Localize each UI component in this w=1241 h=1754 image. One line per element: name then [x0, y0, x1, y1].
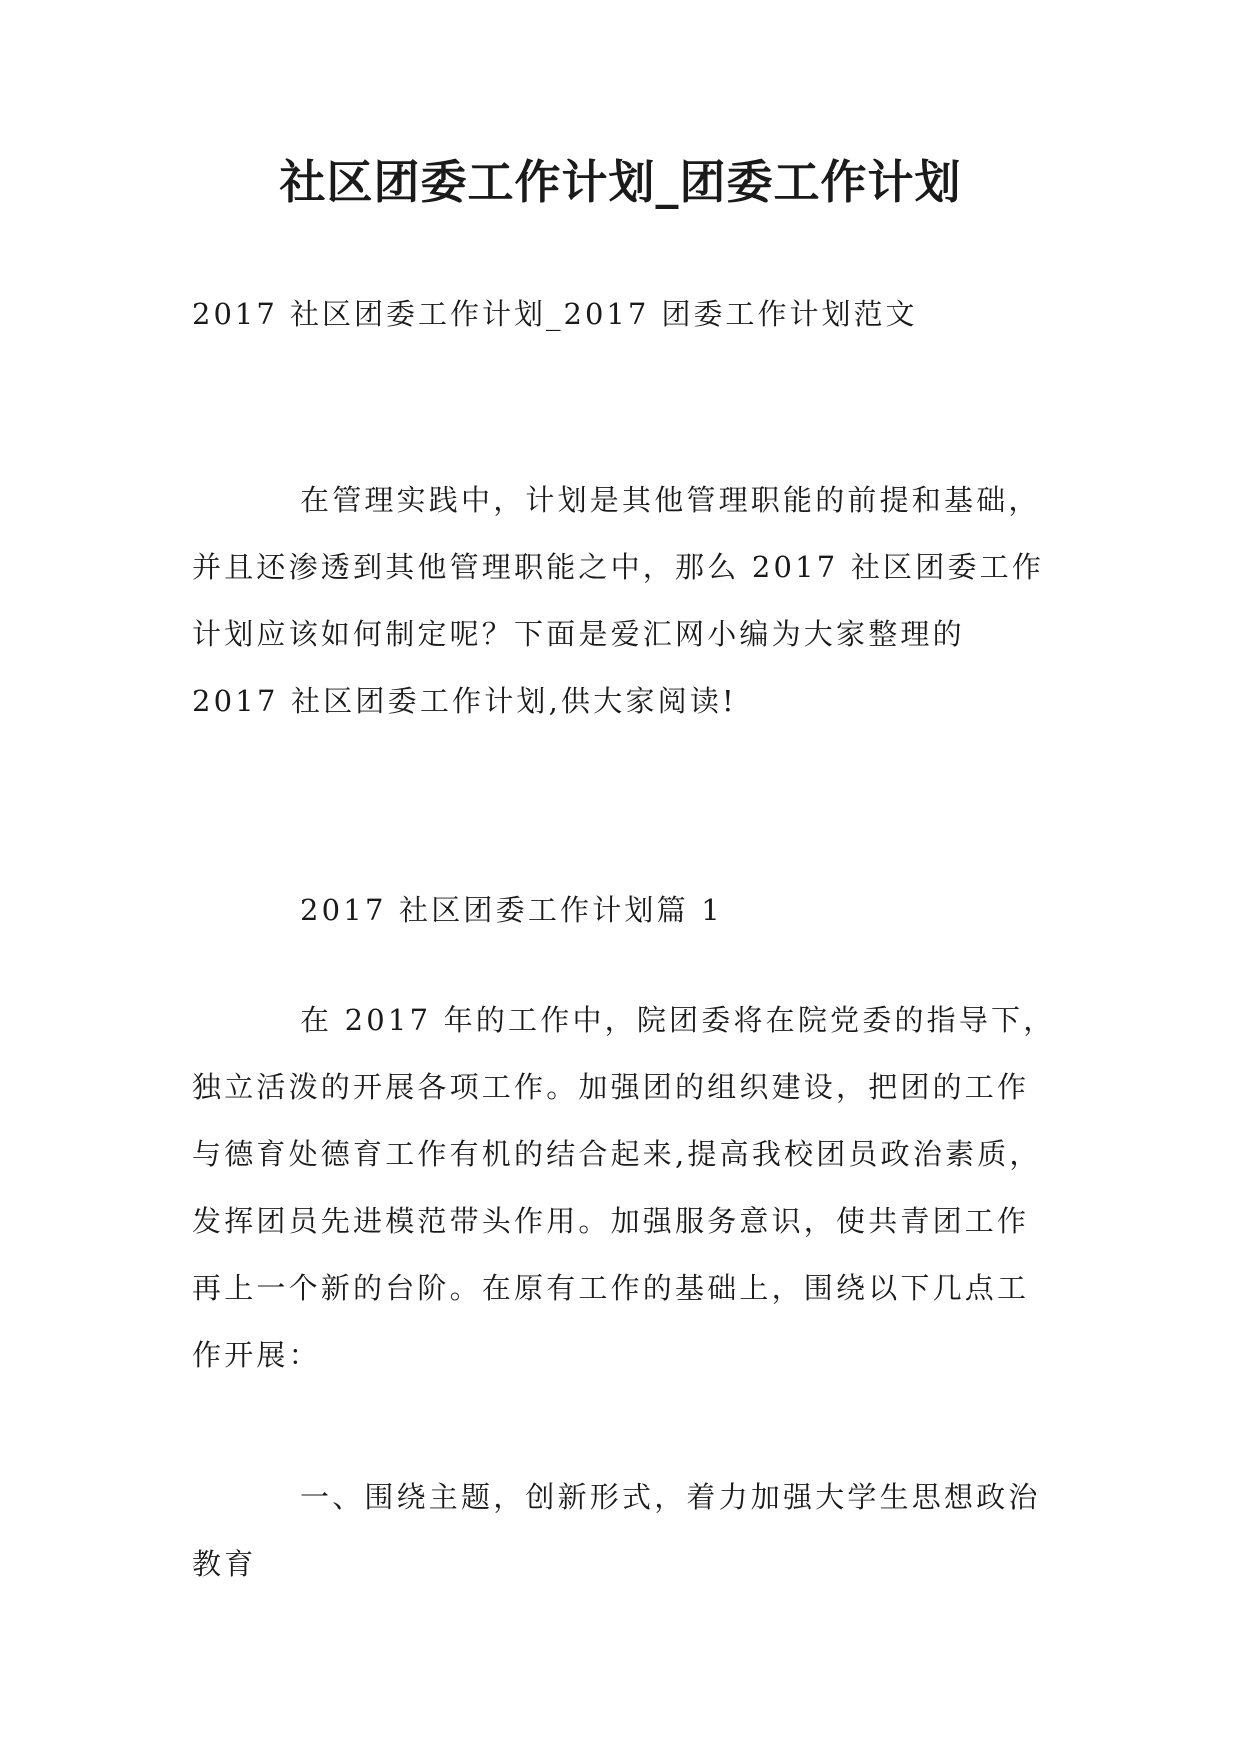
- intro-line: 2017 社区团委工作计划,供大家阅读!: [192, 684, 737, 718]
- intro-paragraph: [192, 467, 1072, 735]
- item-line: 一、围绕主题，创新形式，着力加强大学生思想政治: [300, 1480, 1041, 1514]
- section-heading: [192, 877, 1072, 944]
- intro-line: 并且还渗透到其他管理职能之中，那么 2017 社区团委工作: [192, 550, 1045, 584]
- item-line: 教育: [192, 1547, 257, 1581]
- body-line: 在 2017 年的工作中，院团委将在院党委的指导下，: [300, 1003, 1056, 1037]
- document-title: 社区团委工作计划_团委工作计划: [279, 155, 962, 209]
- intro-line: 计划应该如何制定呢？下面是爱汇网小编为大家整理的: [192, 617, 965, 651]
- section-heading-text: 2017 社区团委工作计划篇 1: [300, 893, 723, 927]
- body-line: 独立活泼的开展各项工作。加强团的组织建设，把团的工作: [192, 1070, 1030, 1104]
- document-subtitle: 2017 社区团委工作计划_2017 团委工作计划范文: [192, 297, 918, 331]
- body-line: 与德育处德育工作有机的结合起来,提高我校团员政治素质，: [192, 1137, 1042, 1171]
- body-line: 发挥团员先进模范带头作用。加强服务意识，使共青团工作: [192, 1204, 1030, 1238]
- body-paragraph: [192, 987, 1072, 1389]
- item-paragraph: [192, 1464, 1072, 1598]
- body-line: 作开展：: [192, 1338, 321, 1372]
- intro-line: 在管理实践中，计划是其他管理职能的前提和基础，: [300, 483, 1041, 517]
- body-line: 再上一个新的台阶。在原有工作的基础上，围绕以下几点工: [192, 1271, 1030, 1305]
